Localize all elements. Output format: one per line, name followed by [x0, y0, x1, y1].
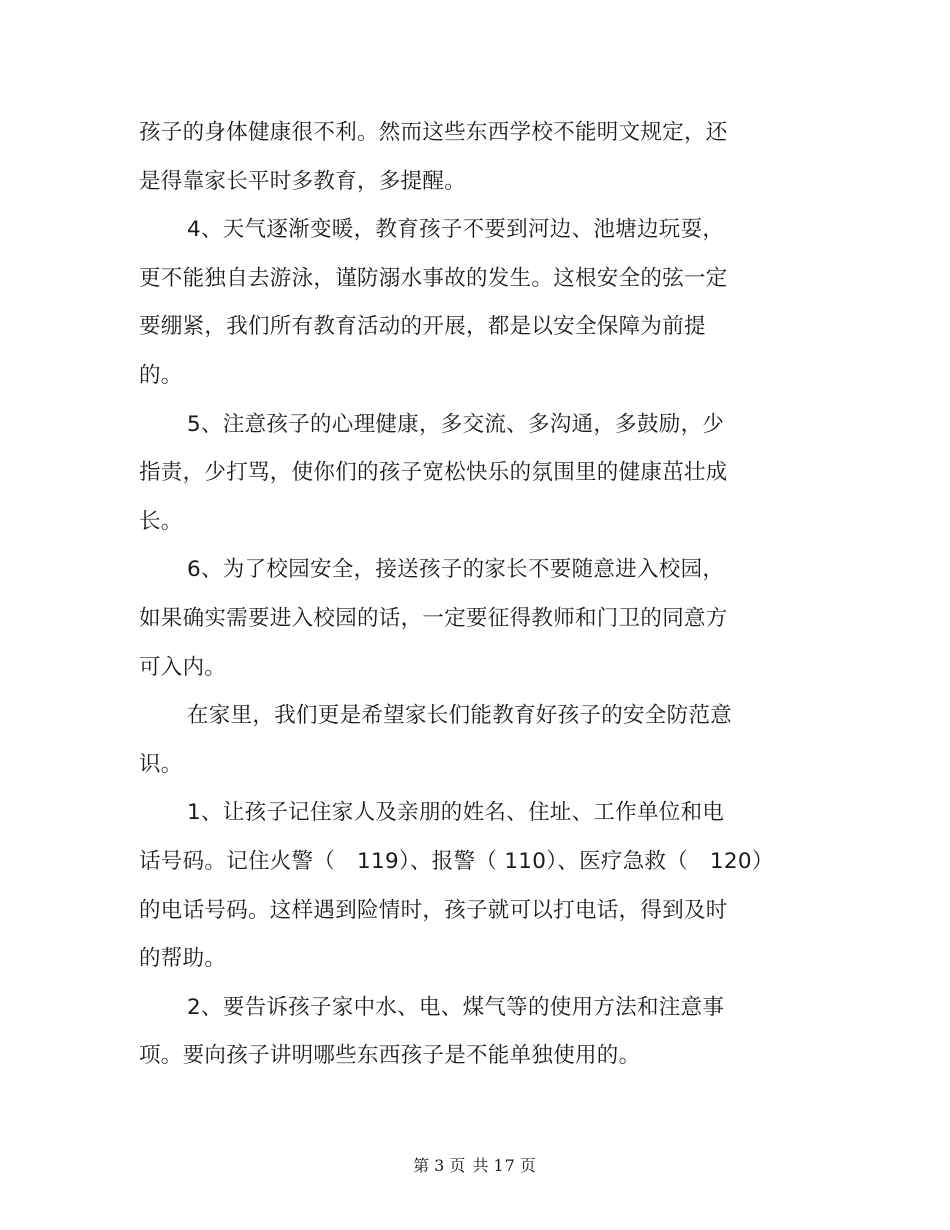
text-line: 项。要向孩子讲明哪些东西孩子是不能单独使用的。	[139, 1043, 641, 1069]
document-body	[139, 109, 809, 1081]
current-page-number: 3	[434, 1156, 446, 1175]
text-line: 长。	[139, 508, 183, 534]
footer-prefix: 第	[413, 1156, 431, 1175]
page-footer	[0, 1153, 950, 1176]
text-line: 如果确实需要进入校园的话，一定要征得教师和门卫的同意方	[139, 605, 728, 631]
text-line: 的。	[139, 362, 183, 388]
text-line: 的帮助。	[139, 946, 227, 972]
text-line: 识。	[139, 751, 183, 777]
text-line: 更不能独自去游泳，谨防溺水事故的发生。这根安全的弦一定	[139, 265, 728, 291]
text-line: 5、注意孩子的心理健康，多交流、多沟通，多鼓励，少	[187, 411, 725, 437]
text-line: 1、让孩子记住家人及亲朋的姓名、住址、工作单位和电	[187, 800, 725, 826]
text-line: 是得靠家长平时多教育，多提醒。	[139, 168, 467, 194]
footer-middle: 页 共	[449, 1156, 490, 1175]
text-line: 4、天气逐渐变暖，教育孩子不要到河边、池塘边玩耍，	[187, 217, 725, 243]
text-line: 要绷紧，我们所有教育活动的开展，都是以安全保障为前提	[139, 314, 706, 340]
footer-suffix: 页	[519, 1156, 537, 1175]
text-line: 话号码。记住火警（ 119）、报警（ 110）、医疗急救（ 120）	[139, 848, 774, 874]
total-page-count: 17	[493, 1156, 516, 1175]
text-line: 6、为了校园安全，接送孩子的家长不要随意进入校园，	[187, 557, 725, 583]
text-line: 在家里，我们更是希望家长们能教育好孩子的安全防范意	[187, 703, 733, 729]
text-line: 指责，少打骂，使你们的孩子宽松快乐的氛围里的健康茁壮成	[139, 460, 728, 486]
text-line: 可入内。	[139, 654, 227, 680]
text-line: 的电话号码。这样遇到险情时，孩子就可以打电话，得到及时	[139, 897, 728, 923]
text-line: 2、要告诉孩子家中水、电、煤气等的使用方法和注意事	[187, 994, 725, 1020]
text-line: 孩子的身体健康很不利。然而这些东西学校不能明文规定，还	[139, 120, 728, 145]
